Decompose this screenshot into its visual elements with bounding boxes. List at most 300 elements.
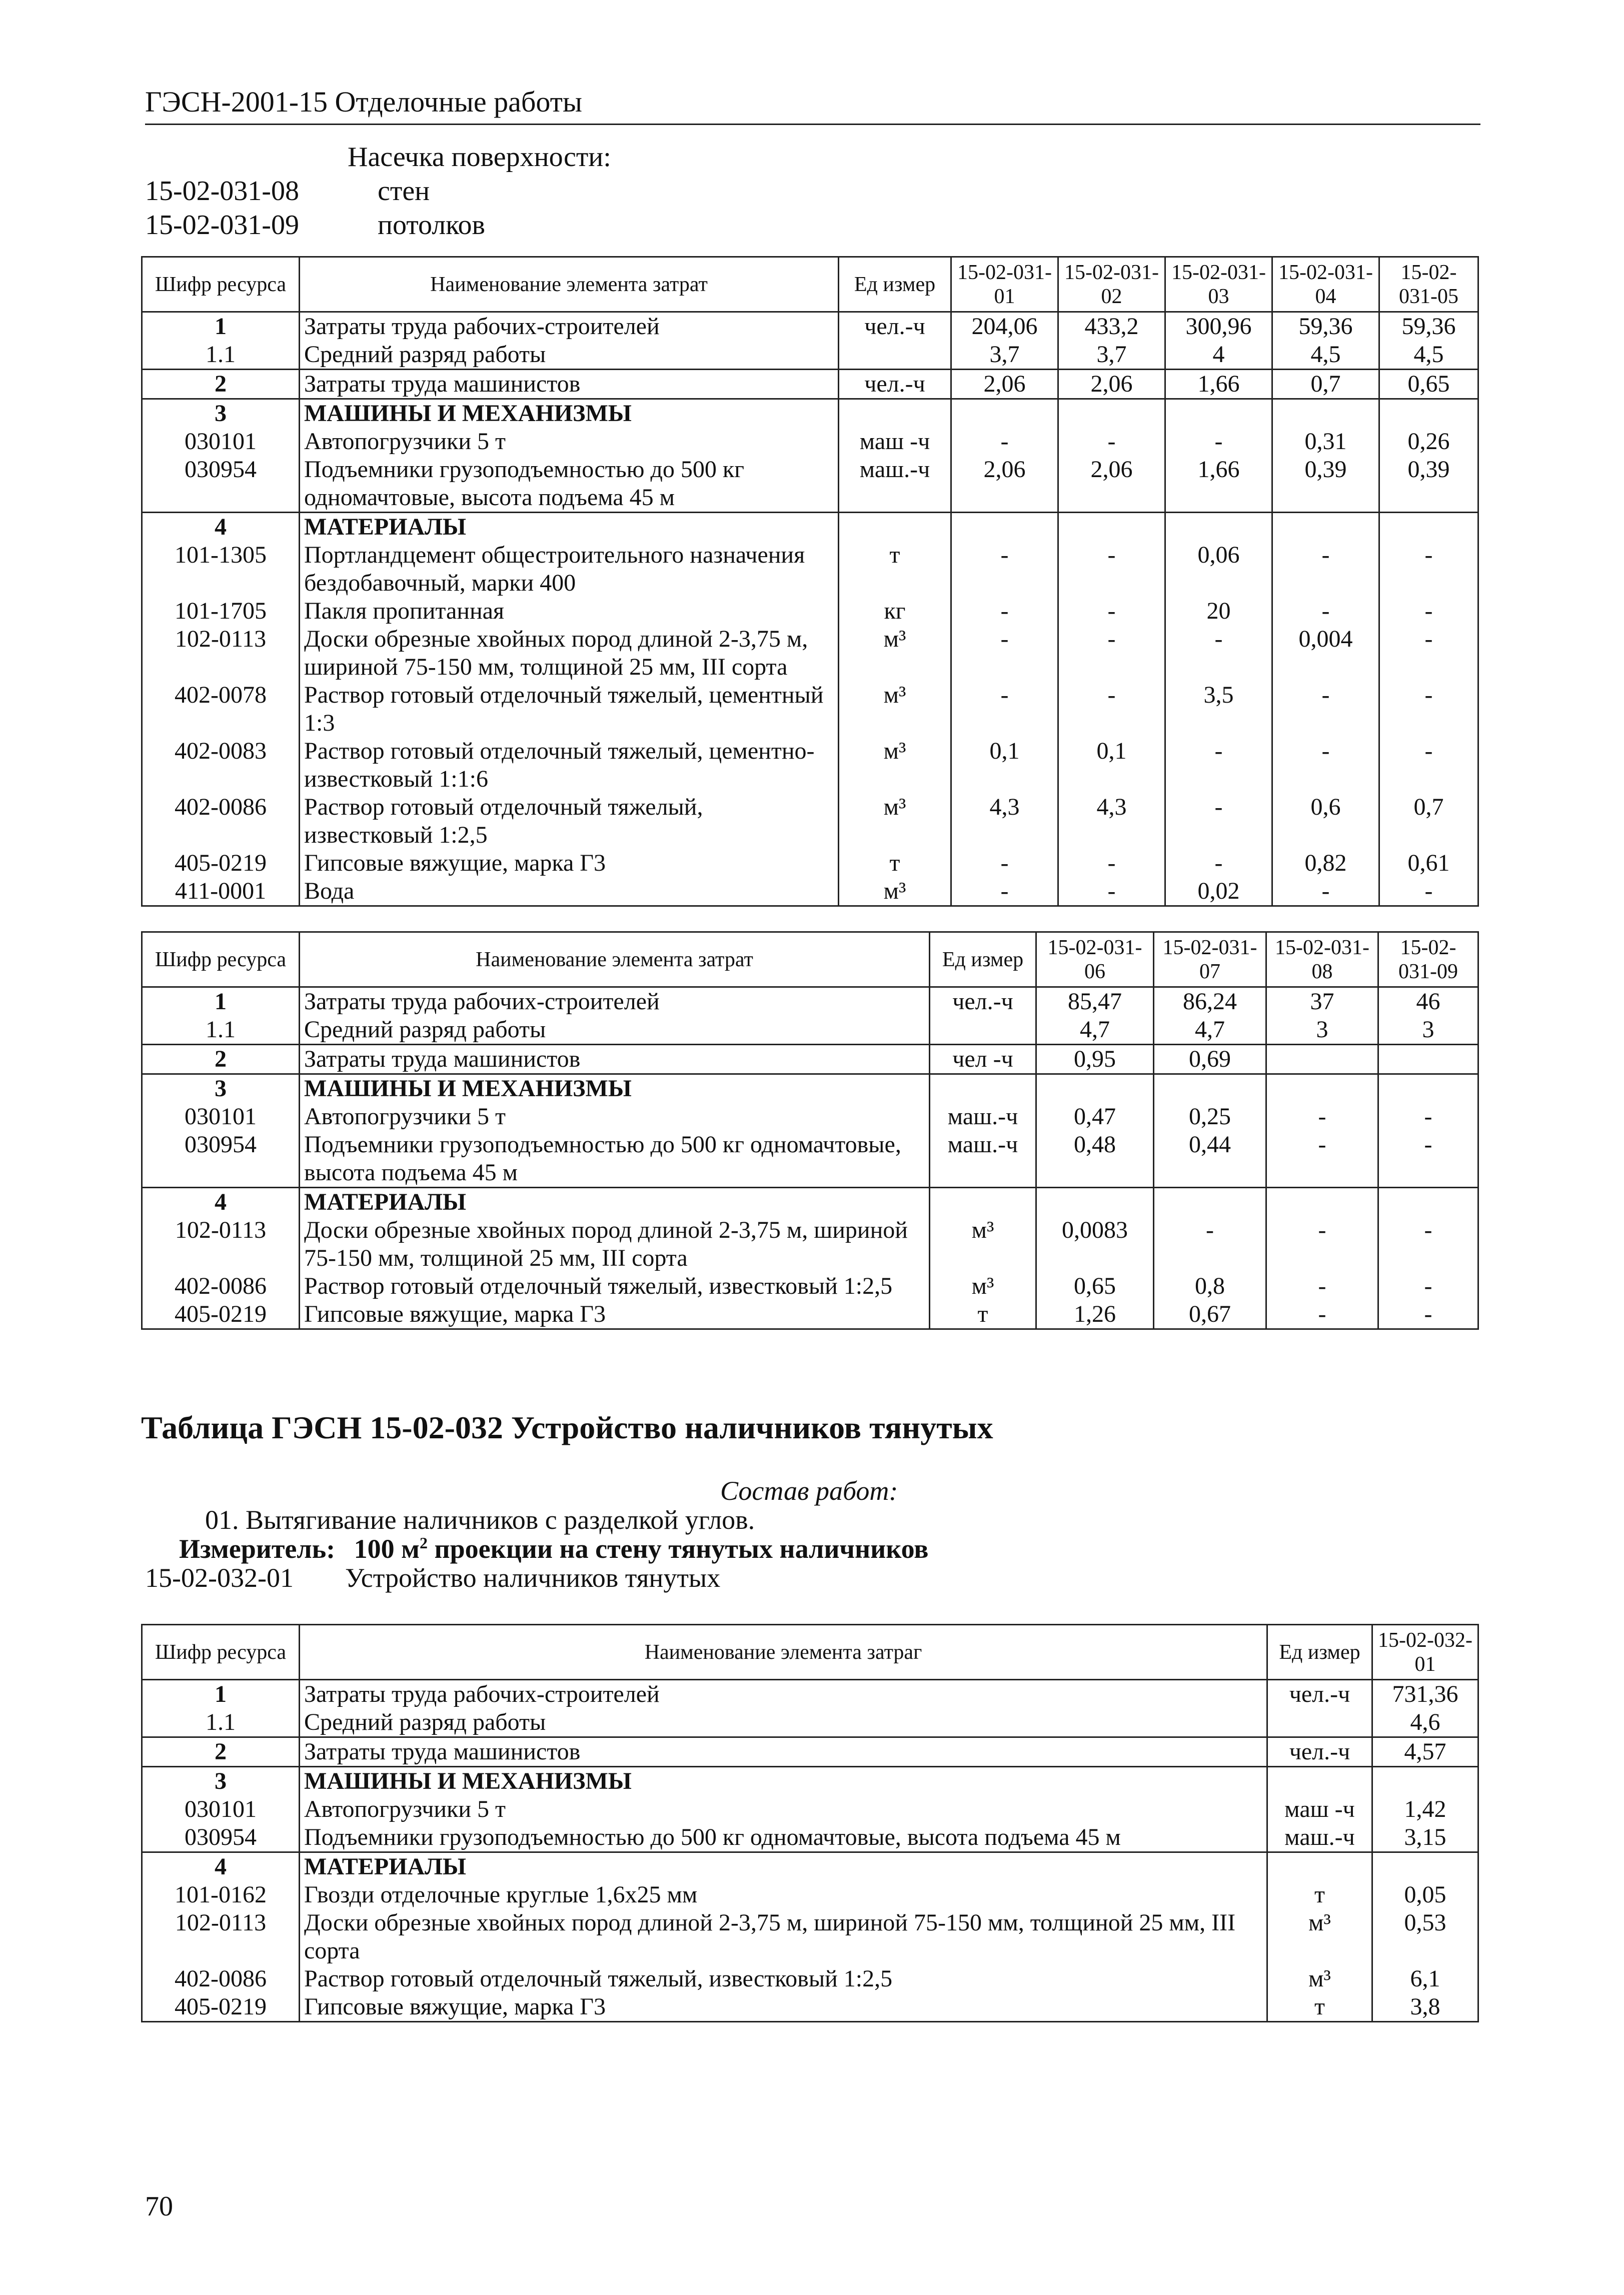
value-cell: 0,65 [1379,370,1478,399]
resource-name-cell: Средний разряд работы [300,1016,930,1045]
measure-label: Измеритель: [179,1534,336,1564]
value-cell: - [1266,1272,1378,1300]
resource-name-cell: Автопогрузчики 5 т [300,428,839,456]
unit-cell: м³ [839,681,951,737]
value-cell: 433,2 [1058,312,1165,341]
value-cell: - [1378,1272,1478,1300]
table-row [142,312,1478,341]
value-cell: - [1058,625,1165,681]
table-row [142,399,1478,428]
value-cell: - [1272,541,1379,597]
value-cell: 0,05 [1372,1881,1478,1909]
value-cell: - [1272,877,1379,906]
resource-name-cell: Подъемники грузоподъемностью до 500 кг одномачтовые, высота подъема 45 м [300,1131,930,1188]
header-cell: Наименование элемента затраг [300,1625,1267,1680]
header-cell: 15-02-032-01 [1372,1625,1478,1680]
value-cell: - [1058,428,1165,456]
table-row [142,456,1478,513]
value-cell [1379,399,1478,428]
resource-name-cell: Средний разряд работы [300,341,839,370]
page-number: 70 [145,2191,173,2222]
resource-table-1 [141,256,1479,907]
value-cell: 2,06 [951,370,1058,399]
table-row [142,849,1478,877]
resource-code-cell: 2 [142,1045,300,1074]
value-cell: - [1165,849,1272,877]
value-cell: 0,02 [1165,877,1272,906]
table-body [142,257,1478,906]
measure-sup: 2 [419,1534,428,1552]
resource-name-cell: Подъемники грузоподъемностью до 500 кг одномачтовые, высота подъема 45 м [300,456,839,513]
table-row [142,681,1478,737]
header-cell: Наименование элемента затрат [300,257,839,312]
resource-name-cell: Доски обрезные хвойных пород длиной 2-3,75 м, шириной 75-150 мм, толщиной 25 мм, III сорта [300,1909,1267,1965]
unit-cell [1267,1767,1372,1796]
unit-cell: т [839,541,951,597]
value-cell: 0,7 [1379,793,1478,849]
header-cell: 15-02-031-07 [1154,932,1266,987]
resource-code-cell: 101-1305 [142,541,300,597]
value-cell [1058,513,1165,542]
resource-name-cell: Затраты труда рабочих-строителей [300,312,839,341]
resource-name-cell: МАШИНЫ И МЕХАНИЗМЫ [300,1074,930,1103]
resource-name-cell: Вода [300,877,839,906]
value-cell: - [1058,541,1165,597]
resource-code-cell: 102-0113 [142,1216,300,1272]
composition-label: Состав работ: [720,1476,898,1506]
unit-cell: м³ [1267,1965,1372,1993]
value-cell: 3,8 [1372,1993,1478,2022]
item-label: Устройство наличников тянутых [345,1563,721,1593]
value-cell: 4,3 [1058,793,1165,849]
value-cell: 0,1 [951,737,1058,793]
value-cell: 46 [1378,987,1478,1016]
table-row [142,1909,1478,1965]
value-cell: - [1165,737,1272,793]
unit-cell: т [930,1300,1036,1329]
unit-cell: м³ [1267,1909,1372,1965]
table-row [142,341,1478,370]
resource-code-cell: 030101 [142,1795,300,1823]
value-cell: - [1272,681,1379,737]
table-row [142,1881,1478,1909]
table-row [142,428,1478,456]
unit-cell [930,1188,1036,1217]
value-cell: 4 [1165,341,1272,370]
value-cell: 4,5 [1272,341,1379,370]
table-row [142,1965,1478,1993]
value-cell [1165,399,1272,428]
resource-name-cell: МАТЕРИАЛЫ [300,1188,930,1217]
unit-cell: чел.-ч [930,987,1036,1016]
unit-cell: маш.-ч [930,1103,1036,1131]
resource-name-cell: Затраты труда рабочих-строителей [300,987,930,1016]
value-cell: 3,7 [1058,341,1165,370]
resource-name-cell: Портландцемент общестроительного назначения бездобавочный, марки 400 [300,541,839,597]
unit-cell: т [1267,1881,1372,1909]
table-row [142,1272,1478,1300]
value-cell: 0,65 [1036,1272,1154,1300]
resource-code-cell: 405-0219 [142,849,300,877]
measure-value: 100 м [354,1534,420,1564]
value-cell: 1,66 [1165,456,1272,513]
value-cell [1165,513,1272,542]
value-cell: 4,5 [1379,341,1478,370]
header-row [142,257,1478,312]
value-cell: 85,47 [1036,987,1154,1016]
resource-code-cell: 402-0086 [142,1272,300,1300]
value-cell: 0,69 [1154,1045,1266,1074]
unit-cell: чел.-ч [1267,1737,1372,1767]
resource-code-cell: 2 [142,370,300,399]
table-row [142,1823,1478,1852]
resource-code-cell: 4 [142,1188,300,1217]
resource-code-cell: 4 [142,513,300,542]
value-cell: 4,6 [1372,1708,1478,1737]
resource-code-cell: 030954 [142,456,300,513]
table-body [142,932,1478,1329]
value-cell: - [951,597,1058,625]
value-cell [1266,1045,1378,1074]
table-row [142,1993,1478,2022]
intro-line [145,208,611,242]
resource-table-3 [141,1624,1479,2022]
value-cell: 0,31 [1272,428,1379,456]
unit-cell [1267,1852,1372,1881]
value-cell: - [1378,1103,1478,1131]
value-cell: 0,06 [1165,541,1272,597]
unit-cell: м³ [930,1272,1036,1300]
header-cell: 15-02-031-01 [951,257,1058,312]
value-cell: - [1378,1131,1478,1188]
unit-cell: чел.-ч [839,312,951,341]
value-cell [1378,1045,1478,1074]
header-cell: Шифр ресурса [142,932,300,987]
value-cell: - [1058,681,1165,737]
value-cell: 0,47 [1036,1103,1154,1131]
resource-name-cell: Затраты труда машинистов [300,370,839,399]
value-cell: 20 [1165,597,1272,625]
resource-code-cell: 030101 [142,428,300,456]
resource-code-cell: 030101 [142,1103,300,1131]
running-header: ГЭСН-2001-15 Отделочные работы [145,85,1480,125]
resource-code-cell: 402-0078 [142,681,300,737]
value-cell: 731,36 [1372,1680,1478,1709]
value-cell: 3,15 [1372,1823,1478,1852]
table-row [142,1045,1478,1074]
value-cell: - [1379,737,1478,793]
table-row [142,370,1478,399]
value-cell: 0,0083 [1036,1216,1154,1272]
section-title: Таблица ГЭСН 15-02-032 Устройство наличников тянутых [141,1410,993,1445]
resource-name-cell: МАТЕРИАЛЫ [300,513,839,542]
header-cell: Ед измер [1267,1625,1372,1680]
value-cell: - [1379,681,1478,737]
value-cell: 0,7 [1272,370,1379,399]
unit-cell: маш.-ч [1267,1823,1372,1852]
value-cell: 59,36 [1379,312,1478,341]
unit-cell: маш.-ч [930,1131,1036,1188]
resource-name-cell: Гипсовые вяжущие, марка Г3 [300,1300,930,1329]
value-cell [951,513,1058,542]
value-cell: - [1058,877,1165,906]
resource-code-cell: 4 [142,1852,300,1881]
table-row [142,1131,1478,1188]
value-cell: 4,7 [1036,1016,1154,1045]
header-row [142,932,1478,987]
unit-cell [839,341,951,370]
measure-line [179,1533,928,1564]
resource-code-cell: 101-1705 [142,597,300,625]
item-line [145,1562,720,1593]
value-cell: 3 [1266,1016,1378,1045]
value-cell: 4,3 [951,793,1058,849]
value-cell: 2,06 [951,456,1058,513]
value-cell: 1,42 [1372,1795,1478,1823]
unit-cell: м³ [930,1216,1036,1272]
value-cell: 204,06 [951,312,1058,341]
table-body [142,1625,1478,2022]
resource-code-cell: 402-0086 [142,793,300,849]
unit-cell: маш.-ч [839,456,951,513]
value-cell [1036,1074,1154,1103]
value-cell: - [1266,1131,1378,1188]
table-row [142,793,1478,849]
value-cell: - [1266,1103,1378,1131]
value-cell: 0,1 [1058,737,1165,793]
resource-code-cell: 1.1 [142,1016,300,1045]
resource-code-cell: 1 [142,1680,300,1709]
value-cell: 0,67 [1154,1300,1266,1329]
value-cell: - [1165,428,1272,456]
value-cell: 0,6 [1272,793,1379,849]
value-cell: 4,7 [1154,1016,1266,1045]
value-cell: 0,48 [1036,1131,1154,1188]
table-row [142,1680,1478,1709]
value-cell: - [951,877,1058,906]
table-row [142,1103,1478,1131]
resource-code-cell: 1.1 [142,341,300,370]
resource-code-cell: 405-0219 [142,1300,300,1329]
value-cell: - [1272,597,1379,625]
resource-name-cell: Доски обрезные хвойных пород длиной 2-3,75 м, шириной 75-150 мм, толщиной 25 мм, III сорта [300,1216,930,1272]
value-cell [1372,1767,1478,1796]
value-cell: - [1266,1216,1378,1272]
value-cell: - [951,541,1058,597]
resource-code-cell: 402-0083 [142,737,300,793]
header-cell: 15-02-031-04 [1272,257,1379,312]
intro-code: 15-02-031-09 [145,210,299,241]
table-row [142,877,1478,906]
table-row [142,541,1478,597]
table-row [142,1767,1478,1796]
header-cell: Наименование элемента затрат [300,932,930,987]
value-cell: - [1154,1216,1266,1272]
resource-code-cell: 2 [142,1737,300,1767]
value-cell: - [1379,877,1478,906]
value-cell: 59,36 [1272,312,1379,341]
value-cell: - [1378,1300,1478,1329]
resource-name-cell: Пакля пропитанная [300,597,839,625]
resource-code-cell: 411-0001 [142,877,300,906]
value-cell: 1,26 [1036,1300,1154,1329]
intro-code: 15-02-031-08 [145,176,299,207]
value-cell: - [1378,1216,1478,1272]
resource-code-cell: 102-0113 [142,625,300,681]
unit-cell [1267,1708,1372,1737]
resource-code-cell: 030954 [142,1131,300,1188]
resource-name-cell: МАТЕРИАЛЫ [300,1852,1267,1881]
value-cell [1058,399,1165,428]
header-cell: 15-02-031-06 [1036,932,1154,987]
item-code: 15-02-032-01 [145,1563,294,1593]
value-cell [1266,1188,1378,1217]
header-row [142,1625,1478,1680]
resource-name-cell: Затраты труда машинистов [300,1737,1267,1767]
value-cell [1272,513,1379,542]
value-cell [1036,1188,1154,1217]
intro-block [145,140,611,242]
resource-code-cell: 402-0086 [142,1965,300,1993]
value-cell: - [951,849,1058,877]
value-cell: 0,25 [1154,1103,1266,1131]
header-cell: 15-02-031-05 [1379,257,1478,312]
value-cell: 0,39 [1379,456,1478,513]
resource-code-cell: 3 [142,1074,300,1103]
value-cell: - [1379,597,1478,625]
resource-name-cell: Затраты труда машинистов [300,1045,930,1074]
table-row [142,625,1478,681]
table-row [142,1852,1478,1881]
unit-cell: чел.-ч [839,370,951,399]
value-cell: - [1266,1300,1378,1329]
unit-cell: т [839,849,951,877]
value-cell: 0,26 [1379,428,1478,456]
table-row [142,1795,1478,1823]
resource-name-cell: Гвозди отделочные круглые 1,6x25 мм [300,1881,1267,1909]
table-row [142,513,1478,542]
value-cell: - [1272,737,1379,793]
table-row [142,1016,1478,1045]
value-cell: 0,004 [1272,625,1379,681]
intro-label: стен [378,176,430,207]
header-cell: Шифр ресурса [142,257,300,312]
unit-cell: чел -ч [930,1045,1036,1074]
header-cell: 15-02-031-03 [1165,257,1272,312]
resource-name-cell: Раствор готовый отделочный тяжелый, известковый 1:2,5 [300,1965,1267,1993]
resource-name-cell: Подъемники грузоподъемностью до 500 кг одномачтовые, высота подъема 45 м [300,1823,1267,1852]
unit-cell: чел.-ч [1267,1680,1372,1709]
resource-code-cell: 405-0219 [142,1993,300,2022]
value-cell: 0,95 [1036,1045,1154,1074]
value-cell: 6,1 [1372,1965,1478,1993]
resource-name-cell: Гипсовые вяжущие, марка Г3 [300,849,839,877]
resource-table-2 [141,931,1479,1330]
resource-code-cell: 102-0113 [142,1909,300,1965]
resource-code-cell: 3 [142,1767,300,1796]
intro-line [145,174,611,208]
resource-name-cell: МАШИНЫ И МЕХАНИЗМЫ [300,1767,1267,1796]
resource-name-cell: Гипсовые вяжущие, марка Г3 [300,1993,1267,2022]
value-cell: - [1165,625,1272,681]
resource-name-cell: Затраты труда рабочих-строителей [300,1680,1267,1709]
unit-cell [930,1074,1036,1103]
value-cell: 300,96 [1165,312,1272,341]
table-row [142,987,1478,1016]
value-cell: 0,61 [1379,849,1478,877]
value-cell: - [951,625,1058,681]
value-cell: 2,06 [1058,370,1165,399]
unit-cell: маш -ч [1267,1795,1372,1823]
header-cell: Шифр ресурса [142,1625,300,1680]
value-cell: 3,5 [1165,681,1272,737]
resource-name-cell: Раствор готовый отделочный тяжелый, цементно-известковый 1:1:6 [300,737,839,793]
intro-label: потолков [378,210,485,241]
header-cell: 15-02-031-02 [1058,257,1165,312]
header-cell: Ед измер [839,257,951,312]
value-cell: - [1379,625,1478,681]
table-row [142,597,1478,625]
resource-code-cell: 101-0162 [142,1881,300,1909]
unit-cell: м³ [839,877,951,906]
measure-rest: проекции на стену тянутых наличников [427,1534,929,1564]
resource-name-cell: Раствор готовый отделочный тяжелый, цементный 1:3 [300,681,839,737]
value-cell [1266,1074,1378,1103]
resource-code-cell: 1.1 [142,1708,300,1737]
header-cell: 15-02-031-08 [1266,932,1378,987]
value-cell: - [1058,849,1165,877]
value-cell: - [1165,793,1272,849]
table-row [142,1737,1478,1767]
resource-name-cell: МАШИНЫ И МЕХАНИЗМЫ [300,399,839,428]
value-cell: 0,39 [1272,456,1379,513]
resource-code-cell: 1 [142,987,300,1016]
unit-cell: маш -ч [839,428,951,456]
unit-cell [930,1016,1036,1045]
resource-name-cell: Раствор готовый отделочный тяжелый, известковый 1:2,5 [300,1272,930,1300]
value-cell [951,399,1058,428]
value-cell [1154,1074,1266,1103]
unit-cell [839,513,951,542]
unit-cell: м³ [839,625,951,681]
unit-cell: т [1267,1993,1372,2022]
value-cell: - [1379,541,1478,597]
value-cell: 0,53 [1372,1909,1478,1965]
value-cell [1272,399,1379,428]
unit-cell: м³ [839,737,951,793]
unit-cell: м³ [839,793,951,849]
value-cell [1372,1852,1478,1881]
resource-name-cell: Автопогрузчики 5 т [300,1103,930,1131]
table-row [142,1300,1478,1329]
value-cell: 37 [1266,987,1378,1016]
unit-cell [839,399,951,428]
header-cell: Ед измер [930,932,1036,987]
work-step: 01. Вытягивание наличников с разделкой углов. [205,1505,755,1535]
resource-name-cell: Автопогрузчики 5 т [300,1795,1267,1823]
intro-heading: Насечка поверхности: [348,142,611,173]
table-row [142,1216,1478,1272]
unit-cell: кг [839,597,951,625]
resource-code-cell: 030954 [142,1823,300,1852]
value-cell [1378,1074,1478,1103]
value-cell: - [1058,597,1165,625]
value-cell: 0,8 [1154,1272,1266,1300]
resource-name-cell: Средний разряд работы [300,1708,1267,1737]
resource-name-cell: Раствор готовый отделочный тяжелый, известковый 1:2,5 [300,793,839,849]
value-cell: 4,57 [1372,1737,1478,1767]
value-cell: 1,66 [1165,370,1272,399]
